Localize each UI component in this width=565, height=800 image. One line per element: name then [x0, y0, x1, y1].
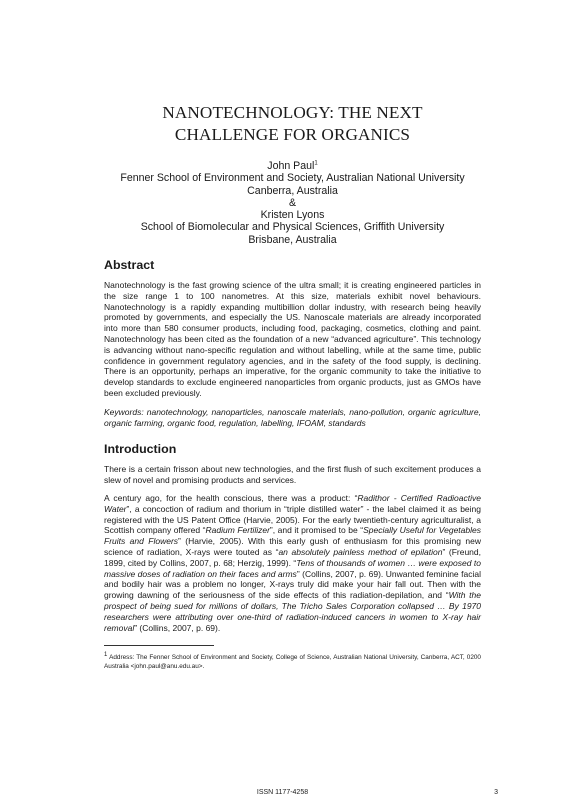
- footnote: [104, 654, 481, 671]
- title-line-2: CHALLENGE FOR ORGANICS: [174, 125, 411, 144]
- introduction-heading: Introduction: [104, 442, 177, 457]
- author-1-location: Canberra, Australia: [247, 184, 338, 197]
- author-1-footnote-mark: 1: [314, 160, 318, 167]
- author-ampersand: &: [288, 196, 297, 209]
- author-2-affiliation: School of Biomolecular and Physical Sciences, Griffith University: [140, 221, 445, 234]
- author-1-line: [104, 160, 481, 172]
- footer-issn: ISSN 1177-4258: [256, 789, 309, 796]
- introduction-paragraph-1: There is a certain frisson about new technologies, and the first flush of such excitement produces a slew of novel and promising products and services.: [104, 464, 481, 486]
- page-number: 3: [494, 789, 498, 796]
- abstract-heading: Abstract: [104, 258, 155, 273]
- footnote-text: Address: The Fenner School of Environment and Society, College of Science, Australian National University, Canberra, ACT, 0200 Australia <john.paul@anu.edu.au>.: [104, 654, 481, 670]
- footnote-divider: [104, 645, 214, 646]
- author-2-name: Kristen Lyons: [260, 209, 325, 222]
- author-1-affiliation: Fenner School of Environment and Society, Australian National University: [120, 172, 465, 185]
- title-line-1: NANOTECHNOLOGY: THE NEXT: [162, 103, 423, 122]
- author-1-name: John Paul: [267, 160, 315, 172]
- keywords-list: nanotechnology, nanoparticles, nanoscale materials, nano-pollution, organic agriculture, organic farming, organic food, regulation, labelling, IFOAM, standards: [104, 406, 481, 428]
- paper-title: [104, 102, 481, 146]
- footnote-mark: 1: [104, 652, 108, 659]
- author-block: [104, 160, 481, 246]
- keywords-label: Keywords:: [104, 406, 144, 417]
- author-2-location: Brisbane, Australia: [248, 233, 337, 246]
- abstract-text: Nanotechnology is the fast growing science of the ultra small; it is creating engineered particles in the size range 1 to 100 nanometres. At this size, materials exhibit novel behaviours. Nanotechnology is a rapidly expanding multibillion dollar industry, with research being heavily promoted by governments, and especially the US. Nanoscale materials are already incorporated into more than 580 consumer products, including food, packaging, cosmetics, clothing and paint. Nanotechnology has been cited as the foundation of a new “advanced agriculture”. This technology is advancing without nano-specific regulation and without labelling, while at the same time, public confidence in government regulatory agencies, and in the safety of the food supply, is declining. There is an opportunity, perhaps an imperative, for the organic community to take the initiative to develop standards to exclude engineered nanoparticles from organic products, just as GMOs have been excluded previously.: [104, 280, 481, 399]
- introduction-paragraph-2: A century ago, for the health conscious, there was a product: “Radithor - Certified Radioactive Water”, a concoction of radium and thorium in “triple distilled water” - the label claimed it as being registered with the US Patent Office (Harvie, 2005). For the early twentieth-century agriculturalist, a Scottish company offered “Radium Fertilizer”, and it promised to be “Specially Useful for Vegetables Fruits and Flowers” (Harvie, 2005). With this early gush of enthusiasm for this promising new science of radiation, X-rays were touted as “an absolutely painless method of epilation” (Freund, 1899, cited by Collins, 2007, p. 68; Herzig, 1999). “Tens of thousands of women … were exposed to massive doses of radiation on their faces and arms” (Collins, 2007, p. 69). Unwanted feminine facial and bodily hair was a problem no longer, X-rays truly did make your hair fall out. Then with the growing dawning of the seriousness of the side effects of this radiation-depilation, and “With the prospect of being sued for millions of dollars, The Tricho Sales Corporation collapsed … By 1970 researchers were attributing over one-third of radiation-induced cancers in women to X-ray hair removal” (Collins, 2007, p. 69).: [104, 493, 481, 633]
- keywords: [104, 407, 481, 429]
